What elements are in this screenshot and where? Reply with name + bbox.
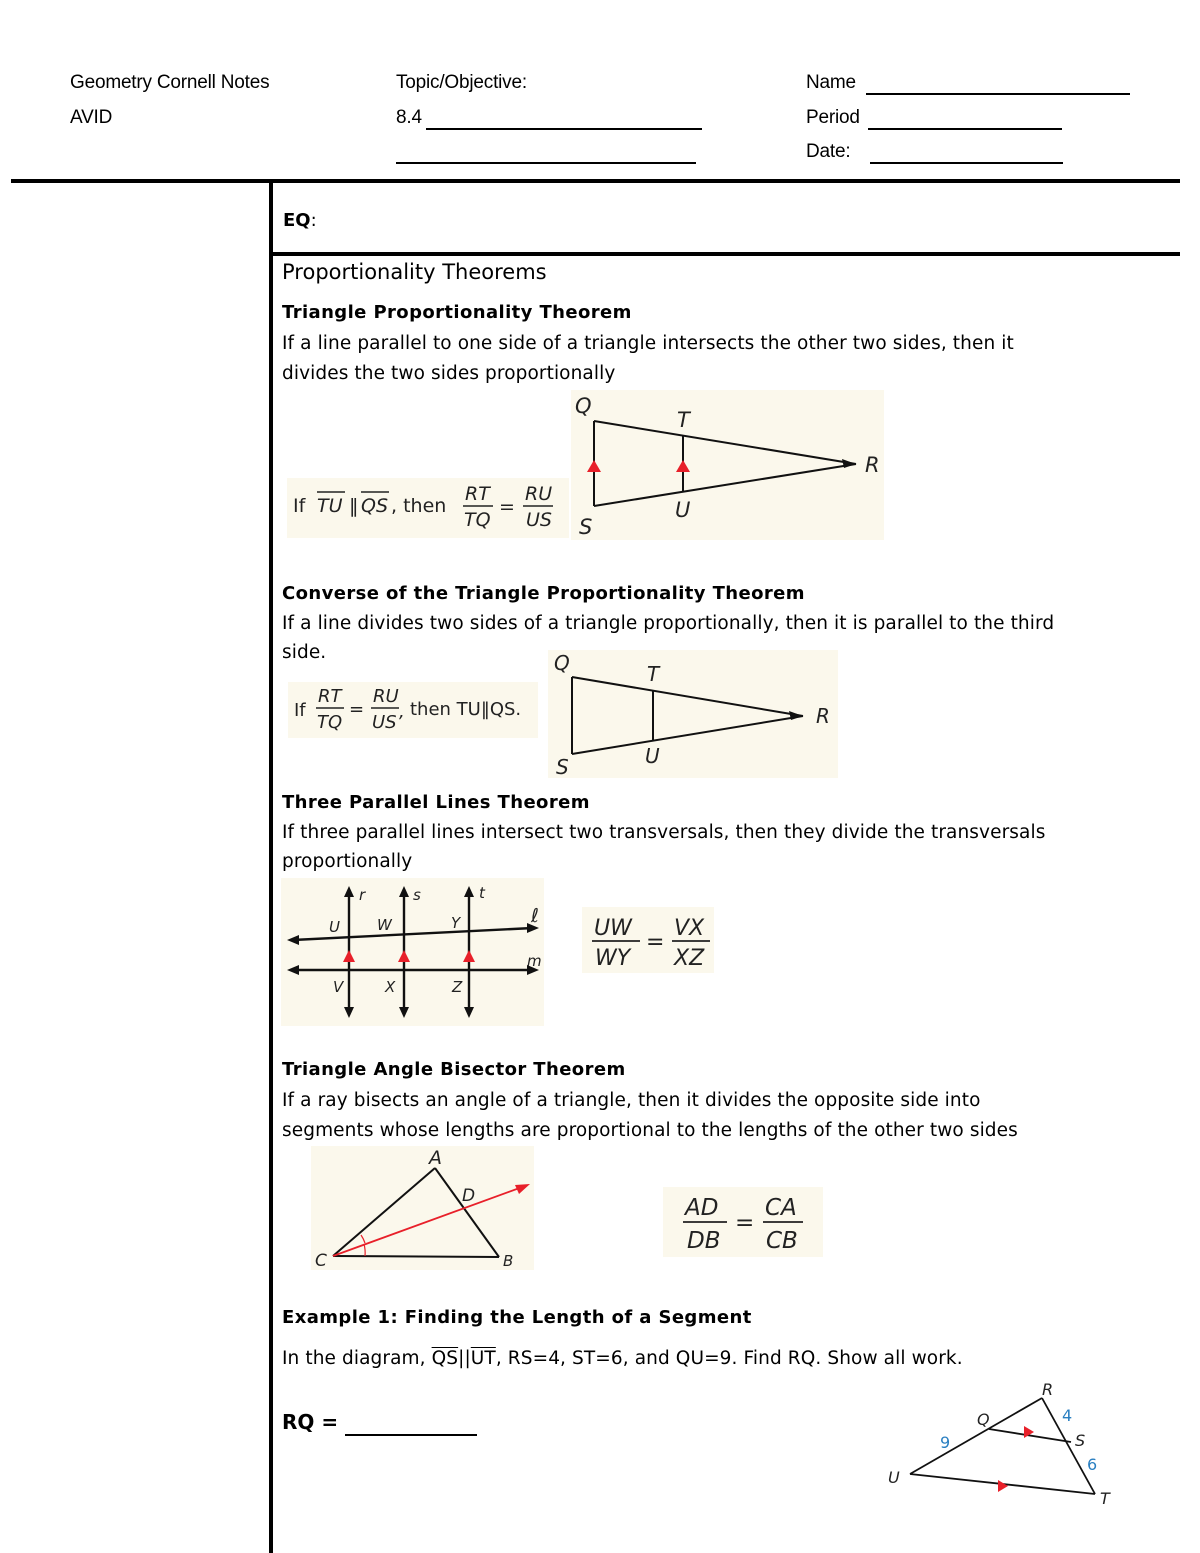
label-S: S bbox=[1075, 1431, 1086, 1450]
formula-den1: TQ bbox=[464, 509, 491, 531]
svg-text:=: = bbox=[735, 1210, 755, 1236]
theorem-1-line-1: If a line parallel to one side of a triangle intersects the other two sides, then it bbox=[282, 333, 1014, 354]
formula-den2: CB bbox=[766, 1228, 798, 1254]
parallel-mark-qs bbox=[587, 460, 601, 472]
label-m: m bbox=[527, 952, 542, 970]
label-U: U bbox=[888, 1468, 900, 1487]
label-S: S bbox=[556, 755, 569, 778]
theorem-2-formula-panel bbox=[288, 682, 538, 738]
formula-num1: UW bbox=[594, 916, 632, 941]
label-U: U bbox=[645, 744, 660, 768]
label-S: S bbox=[579, 515, 593, 539]
formula-num2: CA bbox=[765, 1195, 797, 1221]
example-diagram bbox=[880, 1380, 1120, 1510]
theorem-1-diagram bbox=[571, 390, 884, 540]
length-st: 6 bbox=[1087, 1455, 1098, 1474]
cue-column-divider bbox=[269, 181, 273, 1553]
label-Q: Q bbox=[554, 651, 570, 675]
example-prompt-end: , RS=4, ST=6, and QU=9. Find RQ. Show all work. bbox=[495, 1348, 963, 1369]
label-Q: Q bbox=[575, 394, 592, 418]
label-X: X bbox=[385, 978, 396, 996]
label-s: s bbox=[413, 886, 421, 904]
topic-blank-1[interactable] bbox=[426, 128, 702, 130]
eq-colon: : bbox=[310, 210, 317, 231]
eq-label: EQ bbox=[283, 210, 311, 231]
theorem-2-line-2: side. bbox=[282, 642, 327, 663]
svg-text:=: = bbox=[646, 930, 665, 955]
parallel-symbol: || bbox=[458, 1348, 471, 1369]
label-A: A bbox=[429, 1147, 442, 1169]
period-blank[interactable] bbox=[868, 128, 1062, 130]
theorem-2-title: Converse of the Triangle Proportionality Theorem bbox=[282, 583, 805, 604]
theorem-4-line-1: If a ray bisects an angle of a triangle, then it divides the opposite side into bbox=[282, 1090, 981, 1111]
svg-text:=: = bbox=[349, 699, 365, 720]
label-Y: Y bbox=[451, 914, 461, 932]
date-blank[interactable] bbox=[870, 162, 1063, 164]
theorem-3-title: Three Parallel Lines Theorem bbox=[282, 792, 590, 813]
label-R: R bbox=[816, 704, 830, 728]
formula-seg-a: TU bbox=[317, 495, 343, 517]
example-title: Example 1: Finding the Length of a Segment bbox=[282, 1307, 752, 1328]
label-T: T bbox=[1100, 1489, 1110, 1508]
formula-num1: AD bbox=[685, 1195, 719, 1221]
theorem-3-line-2: proportionally bbox=[282, 851, 413, 872]
name-blank[interactable] bbox=[866, 93, 1130, 95]
answer-label: RQ = bbox=[282, 1410, 339, 1434]
theorem-4-line-2: segments whose lengths are proportional to the lengths of the other two sides bbox=[282, 1120, 1018, 1141]
example-prompt-start: In the diagram, bbox=[282, 1348, 432, 1369]
label-T: T bbox=[677, 408, 690, 432]
label-W: W bbox=[377, 916, 392, 934]
label-T: T bbox=[647, 662, 660, 686]
eq-divider bbox=[271, 252, 1180, 256]
formula-num1: RT bbox=[465, 483, 490, 505]
formula-den1: WY bbox=[595, 946, 631, 971]
formula-num2: RU bbox=[373, 686, 399, 707]
label-t: t bbox=[479, 884, 485, 902]
label-l: ℓ bbox=[531, 905, 539, 927]
eq-row bbox=[283, 210, 317, 231]
theorem-3-line-1: If three parallel lines intersect two transversals, then they divide the transversals bbox=[282, 822, 1046, 843]
formula-num1: RT bbox=[318, 686, 342, 707]
label-U: U bbox=[675, 498, 691, 522]
formula-den2: XZ bbox=[674, 946, 705, 971]
theorem-1-title: Triangle Proportionality Theorem bbox=[282, 302, 632, 323]
formula-den1: DB bbox=[687, 1228, 721, 1254]
label-U: U bbox=[329, 918, 340, 936]
theorem-1-formula-panel bbox=[287, 478, 569, 538]
header-divider bbox=[11, 179, 1180, 183]
theorem-1-line-2: divides the two sides proportionally bbox=[282, 363, 616, 384]
example-prompt bbox=[282, 1348, 963, 1369]
length-rs: 4 bbox=[1062, 1406, 1073, 1425]
formula-seg-b: QS bbox=[361, 495, 389, 517]
theorem-2-line-1: If a line divides two sides of a triangle proportionally, then it is parallel to the third bbox=[282, 613, 1055, 634]
formula-den1: TQ bbox=[317, 712, 343, 733]
parallel-mark-tu bbox=[676, 460, 690, 472]
theorem-4-formula-panel bbox=[663, 1187, 823, 1257]
svg-text:=: = bbox=[499, 496, 515, 518]
topic-label: Topic/Objective: bbox=[396, 72, 527, 93]
label-B: B bbox=[503, 1252, 514, 1270]
section-title: Proportionality Theorems bbox=[282, 260, 547, 284]
course-title: Geometry Cornell Notes bbox=[70, 72, 270, 93]
theorem-3-formula-panel bbox=[582, 907, 714, 973]
label-V: V bbox=[333, 978, 344, 996]
theorem-2-diagram bbox=[548, 650, 838, 778]
label-r: r bbox=[359, 886, 366, 904]
label-R: R bbox=[1042, 1380, 1054, 1399]
formula-parallel: ‖ bbox=[349, 495, 359, 517]
label-C: C bbox=[315, 1251, 327, 1270]
formula-num2: RU bbox=[525, 483, 553, 505]
theorem-3-diagram bbox=[281, 878, 544, 1026]
theorem-4-diagram bbox=[311, 1146, 534, 1270]
formula-num2: VX bbox=[674, 916, 705, 941]
length-qu: 9 bbox=[940, 1433, 951, 1452]
label-R: R bbox=[865, 453, 880, 477]
formula-then: , then bbox=[391, 495, 447, 517]
topic-value: 8.4 bbox=[396, 107, 422, 128]
period-label: Period bbox=[806, 107, 860, 128]
theorem-4-title: Triangle Angle Bisector Theorem bbox=[282, 1059, 626, 1080]
label-Z: Z bbox=[452, 978, 463, 996]
label-Q: Q bbox=[977, 1410, 990, 1429]
formula-den2: US’ bbox=[372, 712, 403, 733]
label-D: D bbox=[462, 1186, 476, 1206]
segment-qs: $\overline{QS}$ bbox=[431, 1348, 459, 1369]
date-label: Date: bbox=[806, 141, 851, 162]
answer-blank[interactable] bbox=[345, 1434, 477, 1436]
formula-then: then TU‖QS. bbox=[410, 699, 522, 720]
segment-ut: $\overline{UT}$ bbox=[470, 1348, 496, 1369]
formula-den2: US bbox=[526, 509, 552, 531]
topic-blank-2[interactable] bbox=[396, 162, 696, 164]
name-label: Name bbox=[806, 72, 856, 93]
formula-if: If bbox=[294, 700, 306, 721]
formula-if: If bbox=[293, 495, 306, 517]
program-label: AVID bbox=[70, 107, 113, 128]
